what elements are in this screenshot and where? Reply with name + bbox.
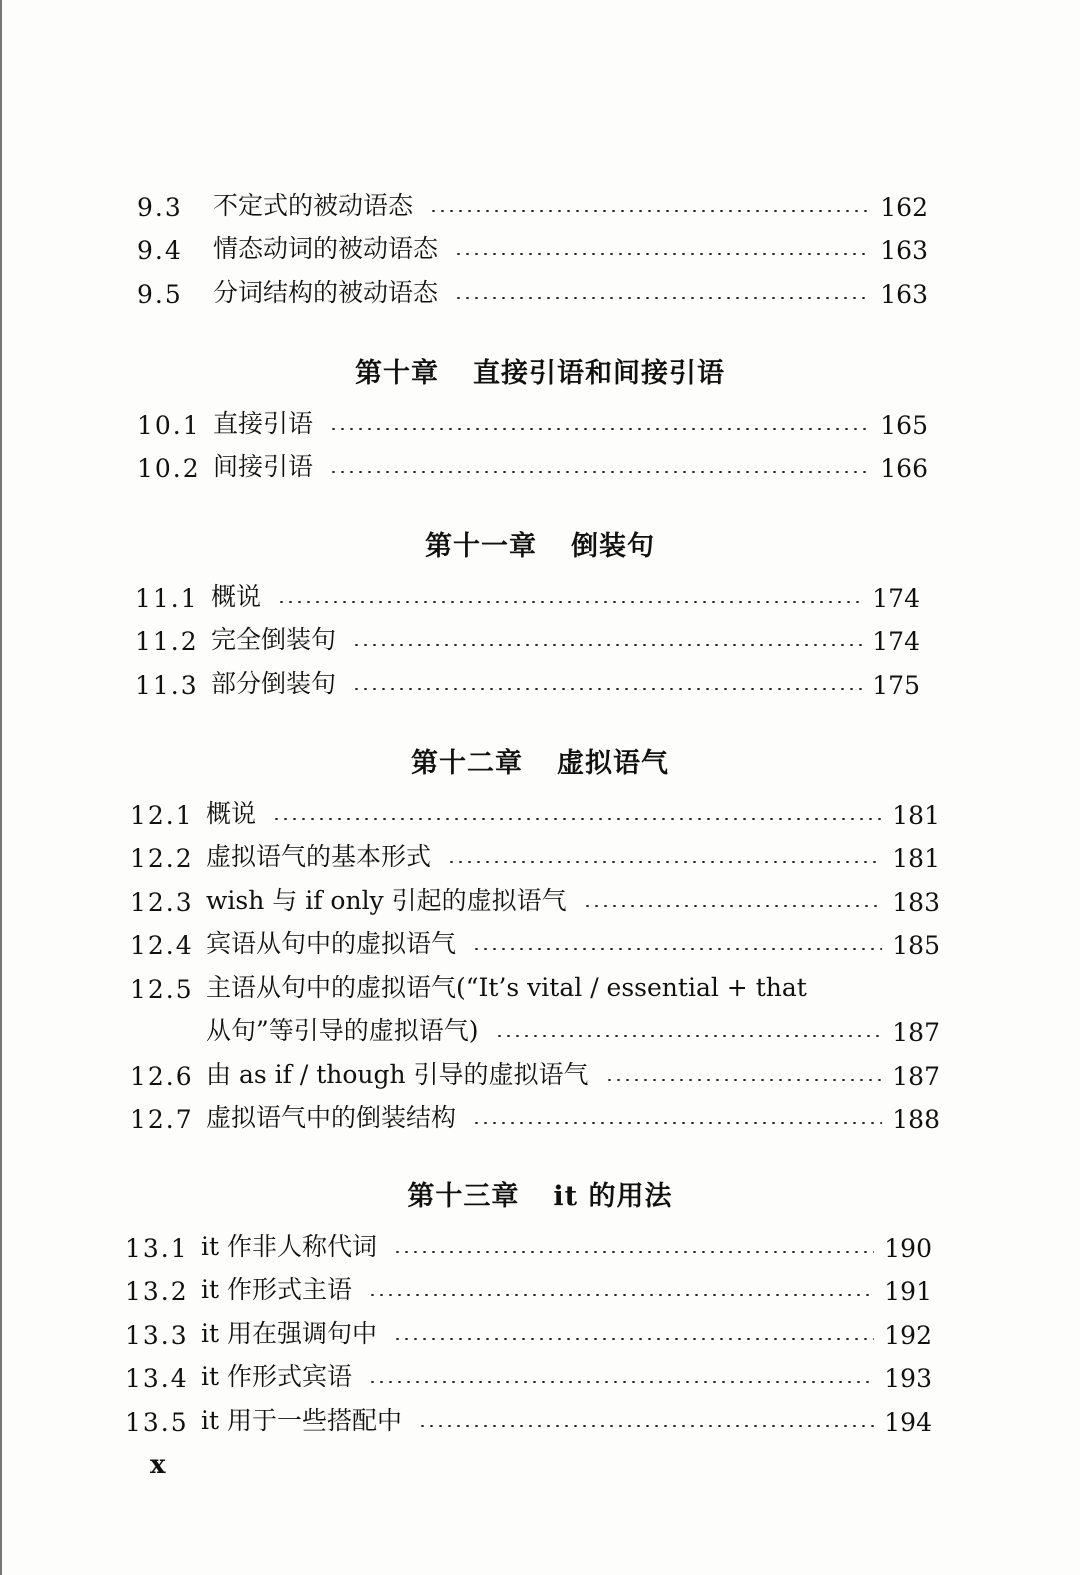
dot-leader (447, 861, 882, 863)
entry-number: 11.1 (135, 583, 199, 613)
toc-entry[interactable] (135, 656, 920, 700)
entry-title: 虚拟语气的基本形式 (206, 842, 432, 871)
dot-leader (352, 644, 862, 646)
entry-title: 分词结构的被动语态 (213, 277, 439, 307)
entry-title: it 作形式宾语 (201, 1362, 352, 1391)
toc-entry[interactable] (125, 1393, 932, 1437)
entry-number: 13.1 (125, 1233, 189, 1263)
entry-number: 11.2 (135, 627, 199, 656)
dot-leader (277, 601, 862, 603)
entry-title: 完全倒装句 (211, 625, 337, 654)
chapter-heading[interactable] (0, 1175, 1080, 1219)
page-number: x (150, 1450, 166, 1480)
entry-number: 13.2 (125, 1277, 189, 1306)
entry-number: 12.5 (130, 974, 194, 1004)
entry-title: it 用在强调句中 (201, 1318, 377, 1348)
entry-list (0, 569, 1080, 700)
chapter-name: it 的用法 (553, 1181, 673, 1212)
chapter-number: 第十章 (355, 358, 439, 389)
entry-list (0, 786, 1080, 1134)
entry-page: 188 (892, 1105, 940, 1134)
chapter-number: 第十三章 (407, 1181, 520, 1212)
entry-number: 12.4 (130, 931, 194, 960)
entry-number: 12.1 (130, 800, 194, 830)
chapter-name: 虚拟语气 (557, 748, 669, 779)
toc-entry[interactable] (130, 1091, 940, 1135)
chapter-heading[interactable] (0, 352, 1080, 396)
dot-leader (352, 688, 862, 690)
toc-entry[interactable] (137, 396, 928, 440)
entry-page: 181 (892, 844, 940, 873)
toc-entry-multiline[interactable] (130, 960, 940, 1047)
dot-leader (393, 1338, 874, 1340)
chapter-11 (0, 525, 1080, 700)
entry-page: 190 (884, 1233, 932, 1263)
entry-page: 181 (892, 800, 940, 830)
dot-leader (583, 905, 883, 907)
entry-number: 13.5 (125, 1407, 189, 1437)
entry-page: 183 (892, 887, 940, 917)
entry-page: 175 (872, 670, 920, 700)
dot-leader (429, 210, 870, 212)
chapter-heading[interactable] (0, 742, 1080, 786)
entry-page: 187 (892, 1061, 940, 1091)
dot-leader (472, 948, 882, 950)
entry-page: 185 (892, 931, 940, 960)
entry-title: 部分倒装句 (211, 668, 337, 698)
toc-entry[interactable] (125, 1350, 932, 1394)
entry-list (0, 396, 1080, 483)
entry-number: 12.2 (130, 844, 194, 873)
section-9-continued (0, 178, 1080, 309)
entry-title: 虚拟语气中的倒装结构 (206, 1103, 457, 1132)
entry-number: 13.3 (125, 1320, 189, 1350)
entry-number: 10.2 (137, 454, 201, 483)
toc-entry[interactable] (125, 1219, 932, 1263)
toc-entry[interactable] (130, 830, 940, 874)
toc-entry[interactable] (125, 1263, 932, 1307)
entry-number: 10.1 (137, 410, 201, 440)
toc-entry[interactable] (137, 222, 928, 266)
dot-leader (472, 1122, 882, 1124)
entry-title: 直接引语 (213, 408, 314, 438)
toc-entry[interactable] (130, 873, 940, 917)
toc-entry[interactable] (130, 917, 940, 961)
entry-title: it 用于一些搭配中 (201, 1405, 402, 1435)
entry-title: wish 与 if only 引起的虚拟语气 (206, 885, 567, 915)
entry-number: 9.3 (137, 192, 183, 222)
entry-title: 由 as if / though 引导的虚拟语气 (206, 1059, 589, 1089)
entry-number: 11.3 (135, 670, 199, 700)
entry-title: 概说 (211, 581, 262, 611)
dot-leader (272, 818, 882, 820)
entry-page: 194 (884, 1407, 932, 1437)
entry-page: 193 (884, 1364, 932, 1393)
entry-line-2 (130, 1004, 940, 1048)
entry-page: 192 (884, 1320, 932, 1350)
entry-title: 不定式的被动语态 (213, 190, 414, 220)
entry-page: 165 (880, 410, 928, 440)
chapter-10 (0, 352, 1080, 483)
entry-line-1 (130, 960, 940, 1004)
chapter-name: 倒装句 (571, 531, 655, 562)
entry-title: it 作非人称代词 (201, 1231, 377, 1261)
dot-leader (605, 1079, 883, 1081)
chapter-number: 第十二章 (411, 748, 523, 779)
toc-entry[interactable] (137, 265, 928, 309)
entry-page: 163 (880, 236, 928, 265)
entry-number: 12.7 (130, 1105, 194, 1134)
entry-title: it 作形式主语 (201, 1275, 352, 1304)
dot-leader (454, 297, 870, 299)
toc-entry[interactable] (135, 613, 920, 657)
entry-title-continued: 从句”等引导的虚拟语气) (206, 1016, 479, 1045)
dot-leader (368, 1294, 874, 1296)
entry-number: 12.3 (130, 887, 194, 917)
chapter-12 (0, 742, 1080, 1134)
entry-number: 12.6 (130, 1061, 194, 1091)
chapter-13 (0, 1175, 1080, 1437)
entry-page: 174 (872, 627, 920, 656)
entry-number: 9.5 (137, 279, 183, 309)
chapter-number: 第十一章 (425, 531, 537, 562)
entry-list (0, 178, 1080, 309)
entry-page: 166 (880, 454, 928, 483)
entry-page: 174 (872, 583, 920, 613)
toc-entry[interactable] (125, 1306, 932, 1350)
dot-leader (329, 471, 870, 473)
toc-entry[interactable] (135, 569, 920, 613)
entry-title: 概说 (206, 798, 257, 828)
entry-page: 187 (892, 1018, 940, 1047)
entry-number: 9.4 (137, 236, 183, 265)
toc-entry[interactable] (130, 786, 940, 830)
entry-page: 191 (884, 1277, 932, 1306)
dot-leader (454, 253, 870, 255)
dot-leader (393, 1251, 874, 1253)
dot-leader (495, 1035, 883, 1037)
dot-leader (368, 1381, 874, 1383)
chapter-heading[interactable] (0, 525, 1080, 569)
dot-leader (418, 1425, 874, 1427)
entry-title: 主语从句中的虚拟语气(“It’s vital / essential + that (206, 972, 807, 1002)
entry-title: 情态动词的被动语态 (213, 234, 439, 263)
chapter-name: 直接引语和间接引语 (473, 358, 725, 389)
toc-entry[interactable] (137, 440, 928, 484)
entry-page: 162 (880, 192, 928, 222)
entry-title: 间接引语 (213, 452, 314, 481)
entry-list (0, 1219, 1080, 1437)
dot-leader (329, 428, 870, 430)
entry-number: 13.4 (125, 1364, 189, 1393)
entry-title: 宾语从句中的虚拟语气 (206, 929, 457, 958)
toc-entry[interactable] (137, 178, 928, 222)
entry-page: 163 (880, 279, 928, 309)
toc-entry[interactable] (130, 1047, 940, 1091)
